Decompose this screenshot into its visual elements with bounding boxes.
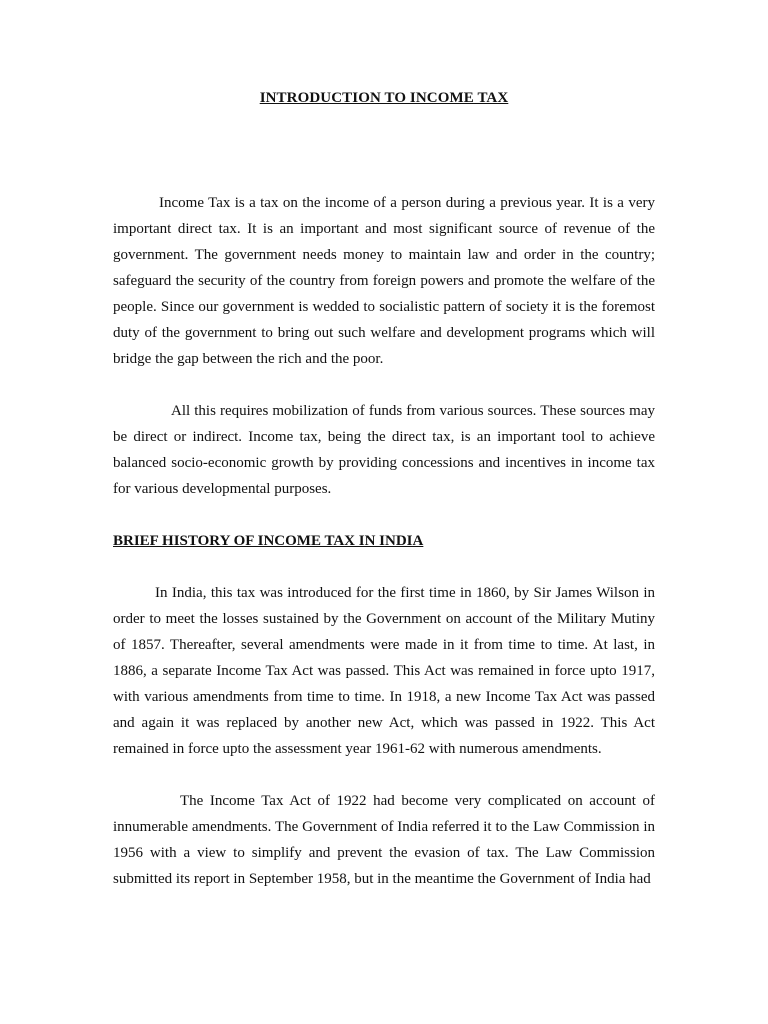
history-paragraph-2: The Income Tax Act of 1922 had become very complicated on account of innumerable amendments. The Government of India referred it to the Law Commission in 1956 with a view to simplify and prevent the evasion of tax. The Law Commission submitted its report in September 1958, but in the meantime the Government of India had — [113, 793, 655, 887]
history-paragraph-1: In India, this tax was introduced for the first time in 1860, by Sir James Wilson in order to meet the losses sustained by the Government on account of the Military Mutiny of 1857. Thereafter, several amendments were made in it from time to time. At last, in 1886, a separate Income Tax Act was passed. This Act was remained in force upto 1917, with various amendments from time to time. In 1918, a new Income Tax Act was passed and again it was replaced by another new Act, which was passed in 1922. This Act remained in force upto the assessment year 1961-62 with numerous amendments. — [113, 585, 655, 757]
document-title: INTRODUCTION TO INCOME TAX — [259, 90, 509, 106]
intro-paragraph-1: Income Tax is a tax on the income of a person during a previous year. It is a very important direct tax. It is an important and most significant source of revenue of the government. The government needs money to maintain law and order in the country; safeguard the security of the country from foreign powers and promote the welfare of the people. Since our government is wedded to socialistic pattern of society it is the foremost duty of the government to bring out such welfare and development programs which will bridge the gap between the rich and the poor. — [113, 195, 655, 367]
intro-paragraph-2: All this requires mobilization of funds from various sources. These sources may be direct or indirect. Income tax, being the direct tax, is an important tool to achieve balanced socio-economic growth by providing concessions and incentives in income tax for various developmental purposes. — [113, 403, 655, 497]
history-heading: BRIEF HISTORY OF INCOME TAX IN INDIA — [113, 533, 424, 549]
